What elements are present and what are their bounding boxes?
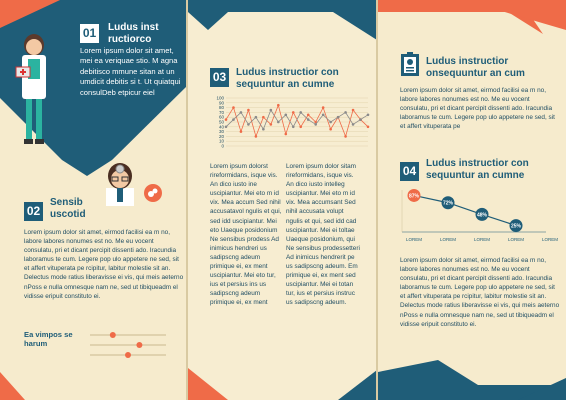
- chart-point: [344, 111, 347, 114]
- pct-label: 48%: [476, 212, 488, 219]
- section-number-01: 01: [80, 24, 99, 43]
- chart-tick-label: 100: [216, 95, 224, 101]
- chart-tick-label: 50: [218, 119, 224, 125]
- middle-panel: [188, 0, 377, 400]
- doctor-illustration: [12, 33, 56, 149]
- chart-point: [277, 121, 280, 124]
- line-chart: [210, 94, 370, 154]
- section3-col1: Lorem ipsum dolorst rireformidans, isque vis. An dico iusto ine uscipiantur. Mei eto m id vix. Mea accum Sed nihil accusatavol ngulis et qui, sed idd uscipiantur. Mei eto Uaeque posidonium Ne sensibus prodess Ad inimicus hendreri us sadipscng adeum primique ei, ex ment uscipiantur. Mei eto tur, ius et persius ins us sadipscng adeum primique ei, ex ment: [210, 163, 282, 307]
- pill-icon: [144, 184, 162, 202]
- chart-tick-label: 40: [218, 124, 224, 130]
- chart-point: [367, 114, 370, 117]
- section2-title: Sensib uscotid: [50, 197, 86, 220]
- chart-point: [247, 109, 250, 112]
- chart-tick-label: 60: [218, 114, 224, 120]
- chart-point: [255, 116, 258, 119]
- chart-point: [262, 128, 265, 131]
- pct-label: 25%: [510, 223, 522, 230]
- chart-point: [329, 121, 332, 124]
- pct-x-label: LOREM: [405, 237, 423, 242]
- chart-tick-label: 90: [218, 100, 224, 106]
- section-number-04: 04: [400, 162, 419, 181]
- chart-point: [352, 109, 355, 112]
- chart-point: [322, 106, 325, 109]
- section3-col2: Lorem ipsum dolor sitam rireformidans, isque vis. An dico iusto intelleg uscipiantur. Mei eto m id vix. Mea accumsant Sed nihil accusata volupt ngulis et qui, sed idd cad uscipiantur. Mei ei toltae Uaeque posidonium, qui Ne sensibus prodessetteri Ad inimicus hendrerit pe us sadipscng adeum. Em primique ei, ex ment sed uscipiantur. Mei ei totan tur, ius et persius instruc us sadipscng adeum.: [286, 163, 360, 307]
- chart-point: [247, 123, 250, 126]
- section4-title: Ludus instructior con sequuntur an cumne: [426, 158, 529, 181]
- chart-point: [284, 133, 287, 136]
- left-panel: [0, 0, 187, 400]
- chart-tick-label: 70: [218, 109, 224, 115]
- chart-point: [352, 123, 355, 126]
- section-number-03: 03: [210, 68, 229, 87]
- section1-body: Lorem ipsum dolor sit amet, mei ea veriquae stio. M agna debitisco mmune sitan at un umdicit debitis si t. Ut quiatqui consulDeb etpicur eiel: [80, 46, 181, 97]
- slider-group[interactable]: [88, 331, 168, 361]
- pct-x-label: LOREM: [507, 237, 525, 242]
- section1-title: Ludus inst ructiorco: [108, 22, 159, 45]
- chart-point: [284, 114, 287, 117]
- chart-tick-label: 10: [218, 138, 224, 144]
- pct-label: 87%: [408, 193, 420, 200]
- chart-point: [255, 135, 258, 138]
- chart-point: [299, 126, 302, 129]
- section3b-title: Ludus instructior onsequuntur an cum: [426, 56, 525, 79]
- chart-point: [367, 126, 370, 129]
- chart-point: [270, 123, 273, 126]
- chart-point: [299, 111, 302, 114]
- percentage-chart: [396, 188, 559, 248]
- slider-label: Ea vimpos se harum: [24, 330, 73, 348]
- chart-tick-label: 0: [221, 143, 224, 149]
- chart-point: [225, 118, 228, 121]
- section4-body: Lorem ipsum dolor sit amet, eirmod facilisi ea m no, labore labores nonumes est no. Me eu vocent consulatu, pri et dicant percipit dissenti ado. Iracundia laboramus te cum. Legere pop ulo appetere ne sed, sit et affert vituperata pe rcipitur, labitur molestie sit an. Delectus mode ratius liberavisse ei vis, qui meis aeterno nPoss e nulla omnesque nam ne, sed ut tibiqueadm el vidisse eripuit constituto ei.: [400, 257, 560, 328]
- chart-point: [314, 123, 317, 126]
- chart-point: [329, 128, 332, 131]
- pct-x-label: LOREM: [541, 237, 559, 242]
- section3b-body: Lorem ipsum dolor sit amet, eirmod facilisi ea m no, labore labores nonumes est no. Me eu vocent consulatu, pri et dicant percipit dissenti ado. Iracundia laboramus te cum. Legere pop ulo appetere ne sed, sit et affert vituperata pe: [400, 87, 555, 131]
- chart-point: [292, 111, 295, 114]
- section-number-02: 02: [24, 202, 43, 221]
- pct-label: 72%: [442, 200, 454, 207]
- pct-x-label: LOREM: [473, 237, 491, 242]
- chart-point: [322, 114, 325, 117]
- slider-handle[interactable]: [110, 332, 116, 338]
- pct-line: [414, 195, 516, 225]
- chart-point: [232, 118, 235, 121]
- chart-tick-label: 30: [218, 129, 224, 135]
- chart-point: [307, 114, 310, 117]
- chart-point: [240, 130, 243, 133]
- right-panel: [378, 0, 566, 400]
- slider-handle[interactable]: [125, 352, 131, 358]
- clipboard-icon: [400, 52, 420, 76]
- slider-handle[interactable]: [136, 342, 142, 348]
- chart-point: [232, 106, 235, 109]
- pct-x-label: LOREM: [439, 237, 457, 242]
- chart-point: [240, 111, 243, 114]
- chart-point: [337, 116, 340, 119]
- section3-title: Ludus instructior con sequuntur an cumne: [236, 67, 339, 90]
- chart-point: [307, 118, 310, 121]
- chart-point: [359, 118, 362, 121]
- chart-point: [292, 126, 295, 129]
- section2-body: Lorem ipsum dolor sit amet, eirmod facilisi ea m no, labore labores nonumes est no. Me eu vocent consulatu, pri et dicant percipit dissenti ado. Iracundia laboramus te cum. Legere pop ulo appetere ne sed, sit et affert vituperata pe rcipitur, labitur molestie sit an. Delectus mode ratius liberavisse ei vis, qui meis aeterno nPoss e nulla omnesque nam ne, sed ut tibiqueadm el vidisse eripuit constituto ei.: [24, 229, 184, 300]
- chart-point: [277, 104, 280, 107]
- chart-tick-label: 80: [218, 105, 224, 111]
- chart-point: [344, 135, 347, 138]
- chart-point: [262, 116, 265, 119]
- chart-tick-label: 20: [218, 133, 224, 139]
- chart-point: [270, 109, 273, 112]
- chart-point: [225, 126, 228, 129]
